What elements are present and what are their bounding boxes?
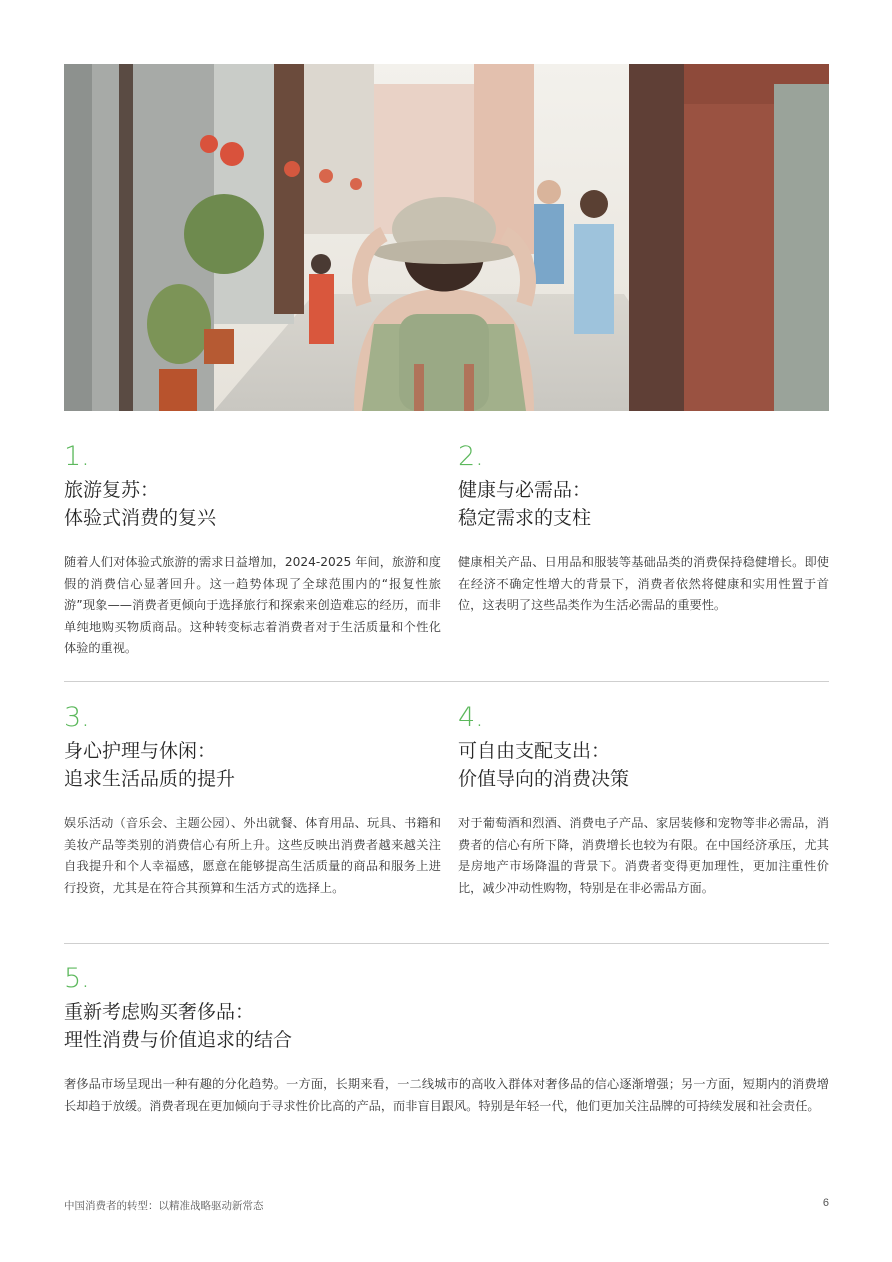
section-2: [458, 442, 829, 617]
section-number: 5.: [64, 963, 90, 994]
section-heading: [64, 737, 441, 793]
footer-title: 中国消费者的转型：以精准战略驱动新常态: [64, 1200, 264, 1212]
section-body: 奢侈品市场呈现出一种有趣的分化趋势。一方面，长期来看，一二线城市的高收入群体对奢侈品的信心逐渐增强；另一方面，短期内的消费增长却趋于放缓。消费者现在更加倾向于寻求性价比高的产品，而非盲目跟风。特别是年轻一代，他们更加关注品牌的可持续发展和社会责任。: [64, 1077, 829, 1113]
section-body: 健康相关产品、日用品和服装等基础品类的消费保持稳健增长。即使在经济不确定性增大的背景下，消费者依然将健康和实用性置于首位，这表明了这些品类作为生活必需品的重要性。: [458, 555, 829, 612]
section-body: 娱乐活动（音乐会、主题公园）、外出就餐、体育用品、玩具、书籍和美妆产品等类别的消费信心有所上升。这些反映出消费者越来越关注自我提升和个人幸福感，愿意在能够提高生活质量的商品和服务上进行投资，尤其是在符合其预算和生活方式的选择上。: [64, 816, 441, 895]
section-number: 4.: [458, 702, 484, 733]
section-body: 对于葡萄酒和烈酒、消费电子产品、家居装修和宠物等非必需品，消费者的信心有所下降，消费增长也较为有限。在中国经济承压，尤其是房地产市场降温的背景下。消费者变得更加理性，更加注重性价比，减少冲动性购物，特别是在非必需品方面。: [458, 816, 829, 895]
section-heading-line1: 健康与必需品：: [458, 479, 592, 501]
section-divider: [64, 681, 829, 682]
section-heading: [64, 476, 441, 532]
section-number: 2.: [458, 441, 484, 472]
section-heading-line2: 稳定需求的支柱: [458, 507, 592, 529]
section-body: 随着人们对体验式旅游的需求日益增加，2024-2025 年间，旅游和度假的消费信心显著回升。这一趋势体现了全球范围内的“报复性旅游”现象——消费者更倾向于选择旅行和探索来创造难忘的经历，而非单纯地购买物质商品。这种转变标志着消费者对于生活质量和个性化体验的重视。: [64, 555, 441, 655]
section-heading-line1: 重新考虑购买奢侈品：: [64, 1001, 255, 1023]
section-heading: [458, 737, 829, 793]
section-heading-line1: 可自由支配支出：: [458, 740, 611, 762]
section-4: [458, 703, 829, 899]
section-heading-line1: 身心护理与休闲：: [64, 740, 217, 762]
page-number: 6: [822, 1197, 829, 1209]
section-heading-line2: 追求生活品质的提升: [64, 768, 236, 790]
section-3: [64, 703, 441, 899]
section-heading-line2: 体验式消费的复兴: [64, 507, 217, 529]
section-1: [64, 442, 441, 660]
section-number: 3.: [64, 702, 90, 733]
section-heading-line2: 理性消费与价值追求的结合: [64, 1029, 293, 1051]
section-number: 1.: [64, 441, 90, 472]
section-heading-line2: 价值导向的消费决策: [458, 768, 630, 790]
section-heading: [458, 476, 829, 532]
section-divider: [64, 943, 829, 944]
section-heading-line1: 旅游复苏：: [64, 479, 160, 501]
section-5: [64, 964, 829, 1117]
hero-photo: [64, 64, 829, 411]
section-heading: [64, 998, 829, 1054]
